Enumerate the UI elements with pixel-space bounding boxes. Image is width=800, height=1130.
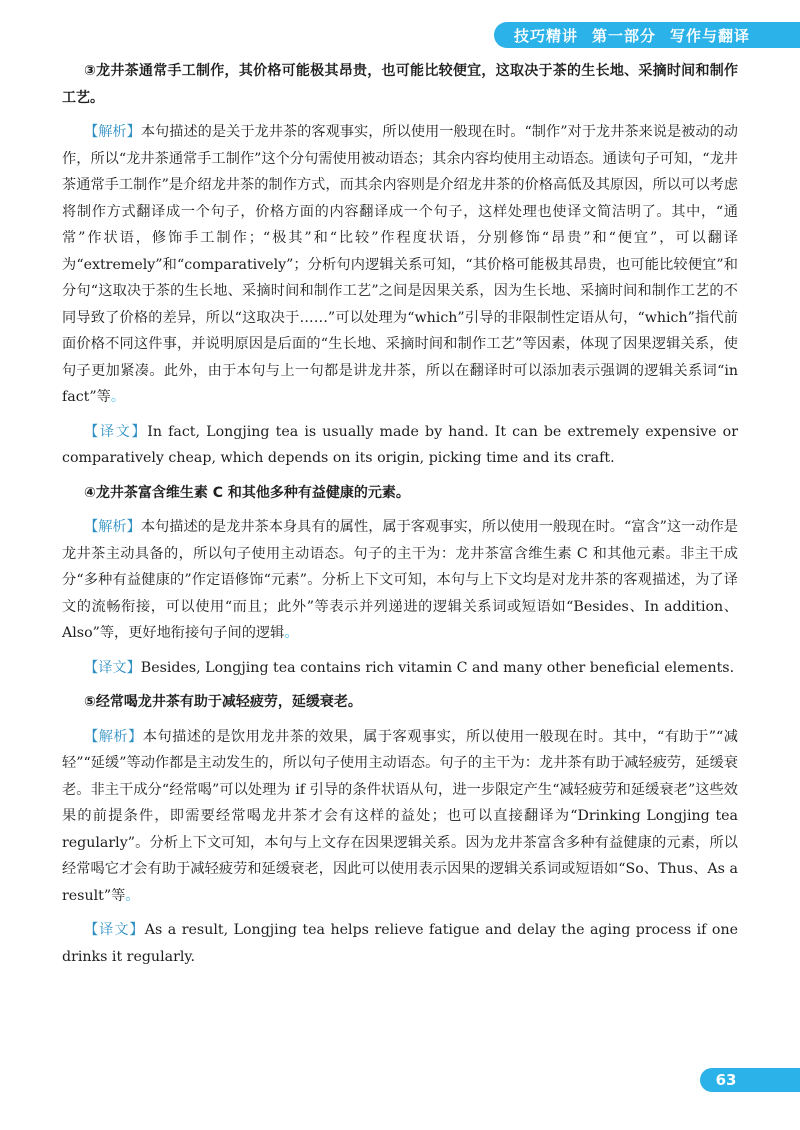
header-part-label: 第一部分 [592,26,657,45]
page-number: 63 [700,1068,752,1092]
question-4: ④龙井茶富含维生素 C 和其他多种有益健康的元素。 [84,484,410,501]
analysis-text: 本句描述的是饮用龙井茶的效果，属于客观事实，所以使用一般现在时。其中，“有助于”“减轻”“延缓”等动作都是主动发生的，所以句子使用主动语态。句子的主干为：龙井茶有助于减轻疲劳，延缓衰老。非主干成分“经常喝”可以处理为 if 引导的条件状语从句，进一步限定产生“减轻疲劳和延缓衰老”这些效果的前提条件，即需要经常喝龙井茶才会有这样的益处；也可以直接翻译为“Drinking Longjing tea regularly”。分析上下文可知，本句与上文存在因果逻辑关系。因为龙井茶富含多种有益健康的元素，所以经常喝它才会有助于减轻疲劳和延缓衰老，因此可以使用表示因果的逻辑关系词或短语如“So、Thus、As a result”等 [62,728,738,904]
page-body [62,58,738,978]
translation-text: Besides, Longjing tea contains rich vitamin C and many other beneficial elements. [140,659,735,676]
translation-tag: 【译文】 [84,423,148,440]
analysis-text: 本句描述的是龙井茶本身具有的属性，属于客观事实，所以使用一般现在时。“富含”这一动作是龙井茶主动具备的，所以句子使用主动语态。句子的主干为：龙井茶富含维生素 C 和其他元素。非主干成分“多种有益健康的”作定语修饰“元素”。分析上下文可知，本句与上下文均是对龙井茶的客观描述，为了译文的流畅衔接，可以使用“而且；此外”等表示并列递进的逻辑关系词或短语如“Besides、In addition、Also”等，更好地衔接句子间的逻辑 [62,519,738,641]
header-section-title: 技巧精讲 [514,26,579,45]
page-number-strip [752,1068,800,1092]
translation-tag: 【译文】 [84,659,141,676]
analysis-5 [62,724,738,910]
translation-5 [62,917,738,970]
translation-text: As a result, Longjing tea helps relieve fatigue and delay the aging process if one drinks it regularly. [62,922,738,965]
header-part-title: 写作与翻译 [670,26,751,45]
analysis-tag: 【解析】 [84,728,143,745]
end-mark: 。 [125,887,140,904]
section-header-tab [494,22,800,48]
question-3: ③龙井茶通常手工制作，其价格可能极其昂贵，也可能比较便宜，这取决于茶的生长地、采摘时间和制作工艺。 [62,63,738,106]
end-mark: 。 [284,625,299,641]
analysis-tag: 【解析】 [84,519,141,535]
translation-3 [62,419,738,472]
analysis-4 [62,514,738,647]
translation-text: In fact, Longjing tea is usually made by hand. It can be extremely expensive or comparatively cheap, which depends on its origin, picking time and its craft. [62,423,738,466]
analysis-tag: 【解析】 [84,124,141,140]
analysis-3 [62,119,738,411]
translation-tag: 【译文】 [84,922,145,938]
translation-4 [62,655,738,682]
question-5: ⑤经常喝龙井茶有助于减轻疲劳，延缓衰老。 [84,694,362,710]
analysis-text: 本句描述的是关于龙井茶的客观事实，所以使用一般现在时。“制作”对于龙井茶来说是被动的动作，所以“龙井茶通常手工制作”这个分句需使用被动语态；其余内容均使用主动语态。通读句子可知，“龙井茶通常手工制作”是介绍龙井茶的制作方式，而其余内容则是介绍龙井茶的价格高低及其原因，所以可以考虑将制作方式翻译成一个句子，价格方面的内容翻译成一个句子，这样处理也使译文简洁明了。其中，“通常”作状语，修饰手工制作；“极其”和“比较”作程度状语，分别修饰“昂贵”和“便宜”，可以翻译为“extremely”和“comparatively”；分析句内逻辑关系可知，“其价格可能极其昂贵，也可能比较便宜”和分句“这取决于茶的生长地、采摘时间和制作工艺”之间是因果关系，因为生长地、采摘时间和制作工艺的不同导致了价格的差异，所以“这取决于……”可以处理为“which”引导的非限制性定语从句，“which”指代前面价格不同这件事，并说明原因是后面的“生长地、采摘时间和制作工艺”等因素，体现了因果逻辑关系，使句子更加紧凑。此外，由于本句与上一句都是讲龙井茶，所以在翻译时可以添加表示强调的逻辑关系词“in fact”等 [62,124,738,405]
end-mark: 。 [110,389,126,405]
